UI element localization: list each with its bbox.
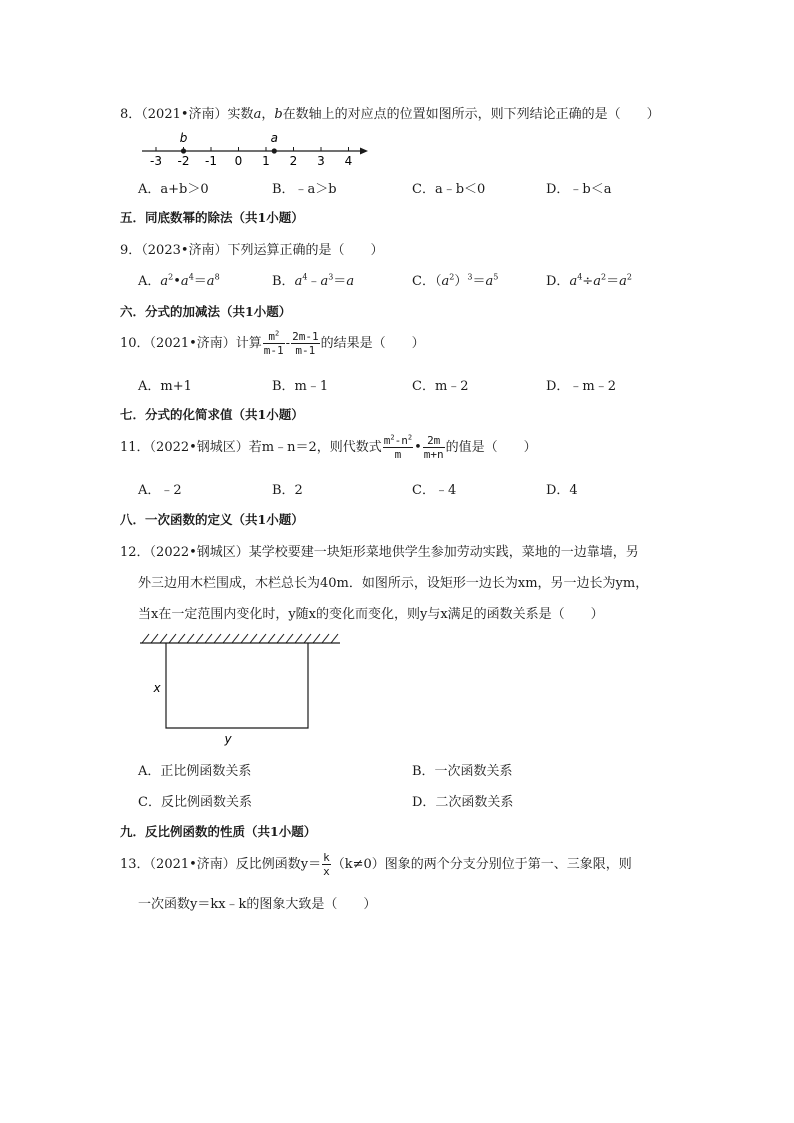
number-line-arrow: [360, 148, 368, 155]
section-6-heading: 六．分式的加减法（共1小题）: [120, 304, 292, 319]
q13-fraction: [322, 851, 331, 878]
number-line-tick-label: -3: [150, 154, 162, 168]
q10-frac1-denominator: m-1: [263, 344, 284, 357]
q11-fraction-2: [423, 434, 445, 461]
section-7-heading: 七．分式的化简求值（共1小题）: [120, 407, 304, 422]
q8-option-d: D．﹣b＜a: [546, 182, 612, 197]
fence-rectangle: [166, 643, 308, 728]
side-x-label: x: [153, 681, 161, 695]
q10-option-b: B．m﹣1: [272, 379, 329, 394]
question-11-stem: 11．（2022•钢城区）若m﹣n＝2，则代数式 $\frac{m^2-n^2}{m}$ • $\frac{2m}{m+n}$ 的值是（ ）: [120, 433, 537, 461]
q13-frac-numerator: k: [323, 851, 330, 864]
q9-option-a: A．$a^2•a^4=a^8$: [138, 272, 220, 289]
q9-option-b: B．$a^4﹣a^3=a$: [272, 272, 355, 289]
point-b-dot: [181, 148, 186, 153]
number-line-tick-label: 4: [344, 154, 353, 168]
q9-option-c-math: $(a^2)^3=a^5$: [434, 272, 499, 289]
number-line-tick-label: 3: [317, 154, 325, 168]
wall-hatching: [142, 634, 338, 643]
q11-option-c: C．﹣4: [412, 483, 457, 498]
q9-option-d-math: $a^4\div a^2=a^2$: [569, 272, 632, 289]
q8-option-c: C．a﹣b＜0: [412, 182, 486, 197]
q10-option-d: D．﹣m﹣2: [546, 379, 617, 394]
question-13-line-1: 13．（2021•济南）反比例函数y＝ $\frac{k}{x}$ （k≠0）图象的两个分支分别位于第一、三象限，则: [120, 851, 632, 878]
q12-option-a: A．正比例函数关系: [138, 764, 252, 779]
q11-fraction-1: [383, 434, 413, 461]
point-a-label: a: [270, 131, 278, 145]
question-12-line-3: 当x在一定范围内变化时，y随x的变化而变化，则y与x满足的函数关系是（ ）: [138, 607, 604, 622]
point-a-dot: [272, 148, 277, 153]
q9-option-c: C．$(a^2)^3=a^5$: [412, 272, 499, 289]
q11-frac2-denominator: m+n: [423, 448, 444, 461]
q11-option-a: A．﹣2: [138, 483, 182, 498]
q8-option-a: A．a+b＞0: [138, 182, 209, 197]
q11-option-b: B．2: [272, 483, 303, 498]
section-9-heading: 九．反比例函数的性质（共1小题）: [120, 824, 317, 839]
side-y-label: y: [224, 732, 232, 746]
section-8-heading: 八．一次函数的定义（共1小题）: [120, 512, 304, 527]
q9-option-b-math: $a^4﹣a^3=a$: [294, 272, 355, 289]
number-line-tick-label: -1: [205, 154, 217, 168]
question-13-line-2: 一次函数y＝kx﹣k的图象大致是（ ）: [138, 897, 377, 912]
q8-option-b: B．﹣a＞b: [272, 182, 337, 197]
q10-option-c: C．m﹣2: [412, 379, 469, 394]
question-12-line-2: 外三边用木栏围成，木栏总长为40m．如图所示，设矩形一边长为xm，另一边长为ym，: [138, 576, 649, 591]
q13-frac-denominator: x: [323, 865, 330, 878]
number-line-figure: [138, 128, 378, 172]
question-12-line-1: 12．（2022•钢城区）某学校要建一块矩形菜地供学生参加劳动实践，菜地的一边靠墙，另: [120, 545, 639, 560]
question-9-stem: 9．（2023•济南）下列运算正确的是（ ）: [120, 243, 384, 258]
q11-option-d: D．4: [546, 483, 578, 498]
q10-frac2-numerator: 2m-1: [292, 330, 319, 343]
question-8-stem: 8．（2021•济南）实数a，b在数轴上的对应点的位置如图所示，则下列结论正确的是（ ）: [120, 107, 660, 122]
number-line-tick-label: 0: [234, 154, 243, 168]
q11-frac1-denominator: m: [394, 448, 402, 461]
point-b-label: b: [179, 131, 188, 145]
q12-option-d: D．二次函数关系: [412, 795, 514, 810]
q10-frac2-denominator: m-1: [295, 344, 316, 357]
q11-frac1-numerator: $m^2-n^2$: [383, 433, 413, 447]
q10-fraction-2: [291, 330, 320, 357]
q11-frac2-numerator: 2m: [423, 434, 445, 448]
q12-option-b: B．一次函数关系: [412, 764, 513, 779]
rectangle-garden-figure: [138, 630, 348, 748]
number-line-tick-label: 2: [289, 154, 298, 168]
q10-frac1-numerator: $m^2$: [263, 330, 285, 344]
q10-option-a: A．m+1: [138, 379, 192, 394]
q10-fraction-1: [263, 330, 285, 357]
q9-option-a-math: $a^2•a^4=a^8$: [160, 272, 220, 289]
section-5-heading: 五．同底数幂的除法（共1小题）: [120, 210, 304, 225]
q9-option-d: D．$a^4\div a^2=a^2$: [546, 272, 632, 289]
question-10-stem: 10．（2021•济南）计算 $\frac{m^2}{m-1}$ - $\frac{2m-1}{m-1}$ 的结果是（ ）: [120, 329, 425, 357]
q12-option-c: C．反比例函数关系: [138, 795, 252, 810]
number-line-tick-label: 1: [262, 154, 270, 168]
number-line-tick-label: -2: [177, 154, 190, 168]
